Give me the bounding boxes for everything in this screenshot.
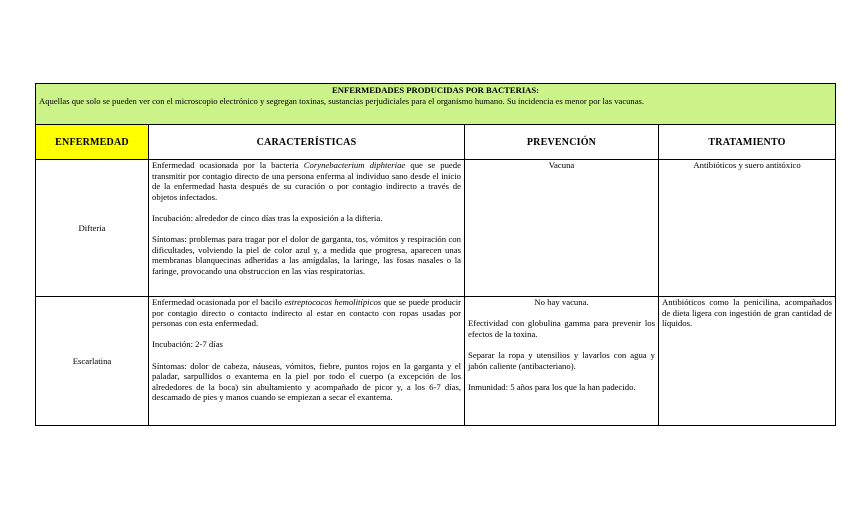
characteristics-cell: [149, 160, 465, 297]
prevention-text: Vacuna: [548, 160, 575, 170]
header-characteristics: CARACTERÍSTICAS: [149, 125, 465, 160]
bacteria-name: Corynebacterium diphteriae: [303, 160, 406, 170]
prevention-text: Efectividad con globulina gamma para prevenir los efectos de la toxina.: [468, 318, 655, 339]
table-row: [36, 160, 836, 297]
treatment-text: Antibióticos y suero antitóxico: [693, 160, 801, 170]
disease-name: Escarlatina: [36, 297, 149, 426]
bacteria-name: estreptococos hemolitípicos: [284, 297, 382, 307]
description-text: Enfermedad ocasionada por la bacteria: [152, 160, 304, 170]
symptoms-text: Síntomas: dolor de cabeza, náuseas, vómitos, fiebre, puntos rojos en la garganta y el paladar, sarpullidos o exantema en la piel por todo el cuerpo (a excepción de los alrededores de la boca) sin abultamiento y acompañado de picor y, a los 6-7 días, descamado de pies y manos cuando se empiezan a secar el exantema.: [152, 360, 461, 403]
table-subtitle: Aquellas que solo se pueden ver con el microscopio electrónico y segregan toxinas, sustancias perjudiciales para el organismo humano. Su incidencia es menor por las vacunas.: [39, 96, 645, 106]
header-treatment: TRATAMIENTO: [659, 125, 836, 160]
characteristics-description: [152, 160, 461, 202]
disease-name: Difteria: [36, 160, 149, 297]
prevention-cell: [465, 297, 659, 426]
prevention-text: Inmunidad: 5 años para los que la han padecido.: [468, 381, 636, 392]
table-row: [36, 297, 836, 426]
header-prevention: PREVENCIÓN: [465, 125, 659, 160]
title-cell: [36, 84, 836, 125]
bacteria-diseases-table: [35, 83, 836, 426]
description-text: que se puede producir por contagio directo o contacto indirecto al estar en contacto con ropas usadas por personas con esta enfermedad.: [152, 297, 461, 329]
title-row: [36, 84, 836, 125]
description-text: que se puede transmitir por contagio directo de una persona enferma al individuo sano desde el inicio de la enfermedad hasta después de su curación o por contagio indirecto a través de objetos infectados.: [152, 160, 461, 202]
prevention-cell: [465, 160, 659, 297]
prevention-text: Separar la ropa y utensilios y lavarlos con agua y jabón caliente (antibacteriano).: [468, 349, 655, 371]
table-title: ENFERMEDADES PRODUCIDAS POR BACTERIAS:: [332, 85, 540, 95]
treatment-text: Antibióticos como la penicilina, acompañados de dieta ligera con ingestión de gran cantidad de líquidos.: [662, 297, 833, 329]
treatment-cell: [659, 160, 836, 297]
prevention-text: No hay vacuna.: [534, 297, 589, 307]
column-header-row: [36, 125, 836, 160]
incubation-text: Incubación: alrededor de cinco días tras la exposición a la difteria.: [152, 212, 383, 223]
symptoms-text: Síntomas: problemas para tragar por el dolor de garganta, tos, vómitos y respiración con dificultades, volviendo la piel de color azul y, a medida que progresa, aparecen unas membranas blanquecinas adheridas a las amígdalas, la laringe, las fosas nasales o la faringe, provocando una obstruccion en las vías respiratorias.: [152, 234, 461, 276]
characteristics-cell: [149, 297, 465, 426]
header-disease: ENFERMEDAD: [36, 125, 149, 160]
characteristics-description: [152, 297, 461, 329]
incubation-text: Incubación: 2-7 días: [152, 339, 223, 350]
treatment-cell: [659, 297, 836, 426]
description-text: Enfermedad ocasionada por el bacilo: [152, 297, 285, 307]
